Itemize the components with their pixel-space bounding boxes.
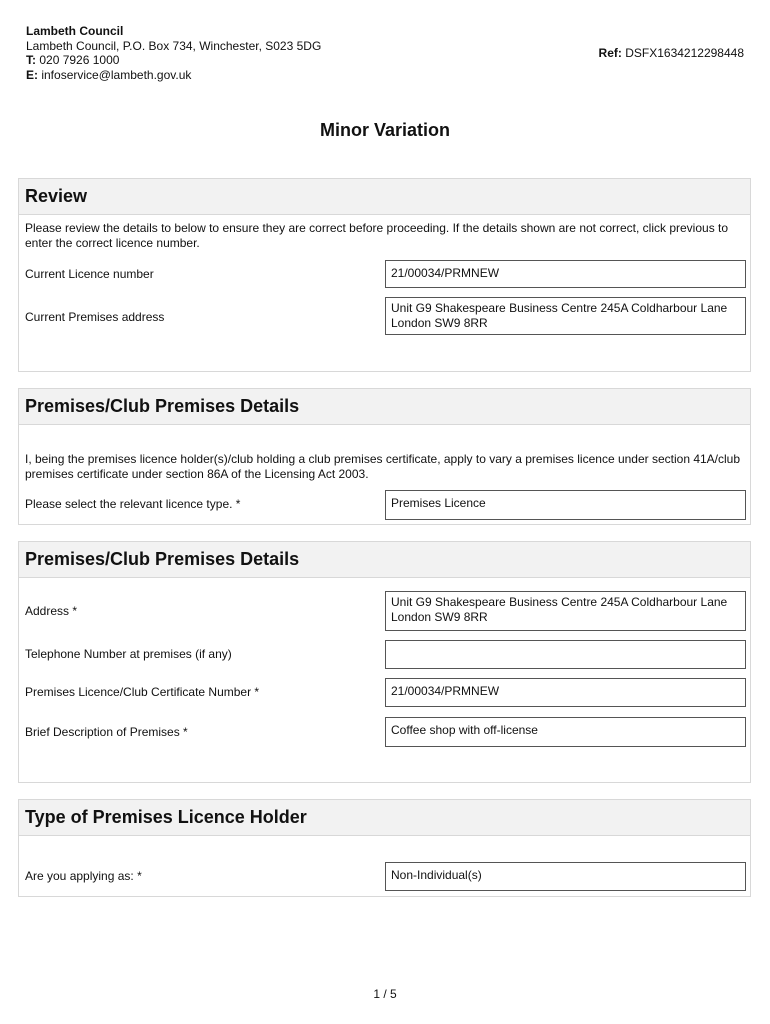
licence-type-select[interactable]: Premises Licence bbox=[385, 490, 746, 520]
review-heading: Review bbox=[19, 179, 750, 215]
current-premises-address-label: Current Premises address bbox=[25, 310, 165, 324]
premises-description-label: Brief Description of Premises * bbox=[25, 725, 188, 739]
reference-value: DSFX1634212298448 bbox=[625, 46, 744, 60]
certificate-number-field[interactable]: 21/00034/PRMNEW bbox=[385, 678, 746, 707]
council-phone: 020 7926 1000 bbox=[39, 53, 120, 67]
current-licence-number-label: Current Licence number bbox=[25, 267, 154, 281]
telephone-field[interactable] bbox=[385, 640, 746, 669]
applying-as-label: Are you applying as: * bbox=[25, 869, 142, 883]
premises-address-section bbox=[18, 541, 751, 783]
council-email: infoservice@lambeth.gov.uk bbox=[41, 67, 192, 82]
telephone-label: Telephone Number at premises (if any) bbox=[25, 647, 232, 661]
reference-number bbox=[599, 46, 744, 60]
review-intro: Please review the details to below to ensure they are correct before proceeding. If the details shown are not correct, click previous to enter the correct licence number. bbox=[25, 221, 729, 250]
council-email-line bbox=[26, 68, 321, 83]
current-licence-number-field[interactable]: 21/00034/PRMNEW bbox=[385, 260, 746, 288]
council-header bbox=[26, 24, 321, 82]
licence-holder-heading: Type of Premises Licence Holder bbox=[19, 800, 750, 836]
document-title: Minor Variation bbox=[319, 120, 451, 140]
page-indicator: 1 / 5 bbox=[373, 987, 397, 1001]
council-name: Lambeth Council bbox=[26, 24, 124, 38]
address-field[interactable]: Unit G9 Shakespeare Business Centre 245A Coldharbour Lane London SW9 8RR bbox=[385, 591, 746, 631]
phone-label: T: bbox=[26, 53, 36, 67]
licence-type-label: Please select the relevant licence type. * bbox=[25, 497, 241, 511]
review-section bbox=[18, 178, 751, 372]
certificate-number-label: Premises Licence/Club Certificate Number * bbox=[25, 685, 260, 699]
applying-as-select[interactable]: Non-Individual(s) bbox=[385, 862, 746, 891]
reference-label: Ref: bbox=[598, 46, 622, 60]
premises-description-field[interactable]: Coffee shop with off-license bbox=[385, 717, 746, 747]
licence-holder-section bbox=[18, 799, 751, 897]
current-premises-address-field[interactable]: Unit G9 Shakespeare Business Centre 245A Coldharbour Lane London SW9 8RR bbox=[385, 297, 746, 335]
vary-licence-declaration: I, being the premises licence holder(s)/club holding a club premises certificate, apply to vary a premises licence under section 41A/club premises certificate under section 86A of the Licensing Act 2003. bbox=[25, 452, 741, 481]
premises-address-heading: Premises/Club Premises Details bbox=[19, 542, 750, 578]
council-phone-line bbox=[26, 53, 321, 68]
email-label: E: bbox=[26, 67, 38, 82]
council-address: Lambeth Council, P.O. Box 734, Winchester, S023 5DG bbox=[26, 38, 322, 53]
address-label: Address * bbox=[25, 604, 78, 618]
premises-details-heading: Premises/Club Premises Details bbox=[19, 389, 750, 425]
premises-details-section bbox=[18, 388, 751, 525]
